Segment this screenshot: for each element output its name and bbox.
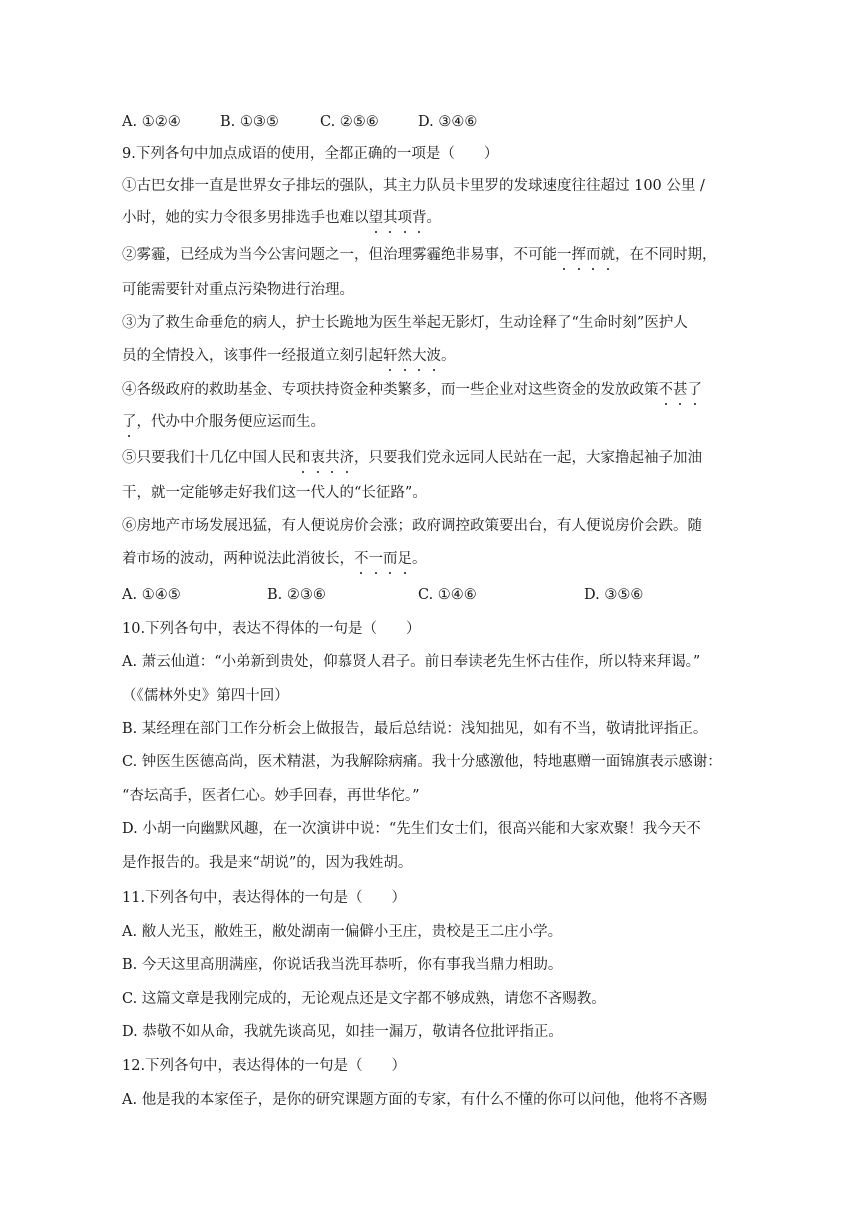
text-segment: ，代办中介服务便应运而生。 [136, 414, 325, 430]
dotted-char: 而 [383, 551, 398, 567]
dotted-idiom [557, 245, 615, 265]
q9-sentence-2-line-2: 可能需要针对重点污染物进行治理。 [122, 282, 354, 298]
q10-option-d-line-2: 是作报告的。我是来“胡说”的，因为我姓胡。 [122, 855, 413, 871]
text-segment: 着市场的波动，两种说法此消彼长， [122, 551, 354, 567]
dotted-char: 背 [412, 210, 427, 226]
dotted-char: 足 [397, 551, 412, 567]
dotted-char: 挥 [571, 247, 586, 263]
q8-options-row [122, 112, 738, 132]
dotted-char: 轩 [383, 348, 398, 364]
q9-options-row [122, 585, 738, 605]
q10-stem: 10.下列各句中，表达不得体的一句是（ ） [122, 621, 421, 637]
dotted-char: 不 [354, 551, 369, 567]
q8-option-c: C. ②⑤⑥ [320, 114, 379, 130]
dotted-char: 望 [368, 210, 383, 226]
q9-sentence-2-line-1 [122, 245, 738, 265]
text-segment: 。 [426, 210, 441, 226]
q10-option-c-line-1: C. 钟医生医德高尚，医术精湛，为我解除病痛。我十分感激他，特地惠赠一面锦旗表示感谢： [122, 754, 722, 770]
q11-option-a: A. 敝人光玉，敝姓王，敝处湖南一偏僻小王庄，贵校是王二庄小学。 [122, 924, 563, 940]
dotted-char: 共 [325, 450, 340, 466]
q9-sentence-3-line-1: ③为了救生命垂危的病人，护士长跪地为医生举起无影灯，生动诠释了“生命时刻”医护人 [122, 315, 688, 331]
text-segment: 。 [412, 551, 427, 567]
dotted-idiom [122, 412, 137, 432]
text-segment: ，在不同时期， [615, 247, 717, 263]
dotted-char: 大 [412, 348, 427, 364]
q9-sentence-3-line-2 [122, 346, 738, 366]
q8-option-d: D. ③④⑥ [418, 114, 478, 130]
q8-option-a: A. ①②④ [122, 114, 181, 130]
text-segment: 小时，她的实力令很多男排选手也难以 [122, 210, 369, 226]
q8-option-b: B. ①③⑤ [220, 114, 279, 130]
dotted-idiom [659, 380, 703, 400]
q9-stem: 9.下列各句中加点成语的使用，全都正确的一项是（ ） [122, 146, 499, 162]
q12-option-a-line-1: A. 他是我的本家侄子，是你的研究课题方面的专家，有什么不懂的你可以问他，他将不吝赐 [122, 1092, 708, 1108]
q9-sentence-5-line-1 [122, 448, 738, 468]
q9-sentence-5-line-2: 干，就一定能够走好我们这一代人的“长征路”。 [122, 485, 427, 501]
q11-stem: 11.下列各句中，表达得体的一句是（ ） [122, 890, 407, 906]
dotted-char: 不 [658, 382, 673, 398]
dotted-char: 甚 [673, 382, 688, 398]
dotted-idiom [296, 448, 354, 468]
dotted-char: 和 [296, 450, 311, 466]
q12-stem: 12.下列各句中，表达得体的一句是（ ） [122, 1058, 407, 1074]
q10-option-d-line-1: D. 小胡一向幽默风趣，在一次演讲中说：“先生们女士们，很高兴能和大家欢聚！我今天不 [122, 821, 701, 837]
dotted-char: 而 [586, 247, 601, 263]
q9-sentence-1-line-2 [122, 208, 738, 228]
text-segment: 员的全情投入，该事件一经报道立刻引起 [122, 348, 383, 364]
dotted-char: 衷 [310, 450, 325, 466]
text-segment: ⑤只要我们十几亿中国人民 [122, 450, 296, 466]
text-segment: ，只要我们党永远同人民站在一起，大家撸起袖子加油 [354, 450, 702, 466]
dotted-char: 波 [426, 348, 441, 364]
q9-option-b: B. ②③⑥ [267, 587, 326, 603]
q10-option-a-line-1: A. 萧云仙道：“小弟新到贵处，仰慕贤人君子。前日奉读老先生怀古佳作，所以特来拜谒。” [122, 654, 701, 670]
dotted-char: 一 [368, 551, 383, 567]
q11-option-c: C. 这篇文章是我刚完成的，无论观点还是文字都不够成熟，请您不吝赐教。 [122, 991, 606, 1007]
dotted-char: 然 [397, 348, 412, 364]
dotted-char: 济 [339, 450, 354, 466]
text-segment: 。 [441, 348, 456, 364]
q11-option-b: B. 今天这里高朋满座，你说话我当洗耳恭听，你有事我当鼎力相助。 [122, 957, 563, 973]
q9-sentence-6-line-1: ⑥房地产市场发展迅猛，有人便说房价会涨；政府调控政策要出台，有人便说房价会跌。随 [122, 518, 702, 534]
q9-sentence-6-line-2 [122, 549, 738, 569]
dotted-char: 一 [557, 247, 572, 263]
q11-option-d: D. 恭敬不如从命，我就先谈高见，如挂一漏万，敬请各位批评指正。 [122, 1024, 563, 1040]
dotted-idiom [383, 346, 441, 366]
q9-option-c: C. ①④⑥ [418, 587, 477, 603]
dotted-char: 就 [600, 247, 615, 263]
text-segment: ④各级政府的救助基金、专项扶持资金种类繁多，而一些企业对这些资金的发放政策 [122, 382, 659, 398]
q10-option-a-line-2: （《儒林外史》第四十回） [122, 688, 289, 704]
dotted-idiom [354, 549, 412, 569]
dotted-char: 项 [397, 210, 412, 226]
q9-option-d: D. ③⑤⑥ [584, 587, 644, 603]
dotted-char: 了 [122, 414, 137, 430]
q9-sentence-1-line-1: ①古巴女排一直是世界女子排坛的强队，其主力队员卡里罗的发球速度往往超过 100 公里 / [122, 178, 705, 194]
q9-option-a: A. ①④⑤ [122, 587, 181, 603]
dotted-idiom [369, 208, 427, 228]
q9-sentence-4-line-2 [122, 412, 738, 432]
text-segment: ②雾霾，已经成为当今公害问题之一，但治理雾霾绝非易事，不可能 [122, 247, 557, 263]
dotted-char: 其 [383, 210, 398, 226]
dotted-char: 了 [687, 382, 702, 398]
q10-option-c-line-2: “杏坛高手，医者仁心。妙手回春，再世华佗。” [122, 788, 420, 804]
q9-sentence-4-line-1 [122, 380, 738, 400]
q10-option-b: B. 某经理在部门工作分析会上做报告，最后总结说：浅知拙见，如有不当，敬请批评指正。 [122, 721, 708, 737]
